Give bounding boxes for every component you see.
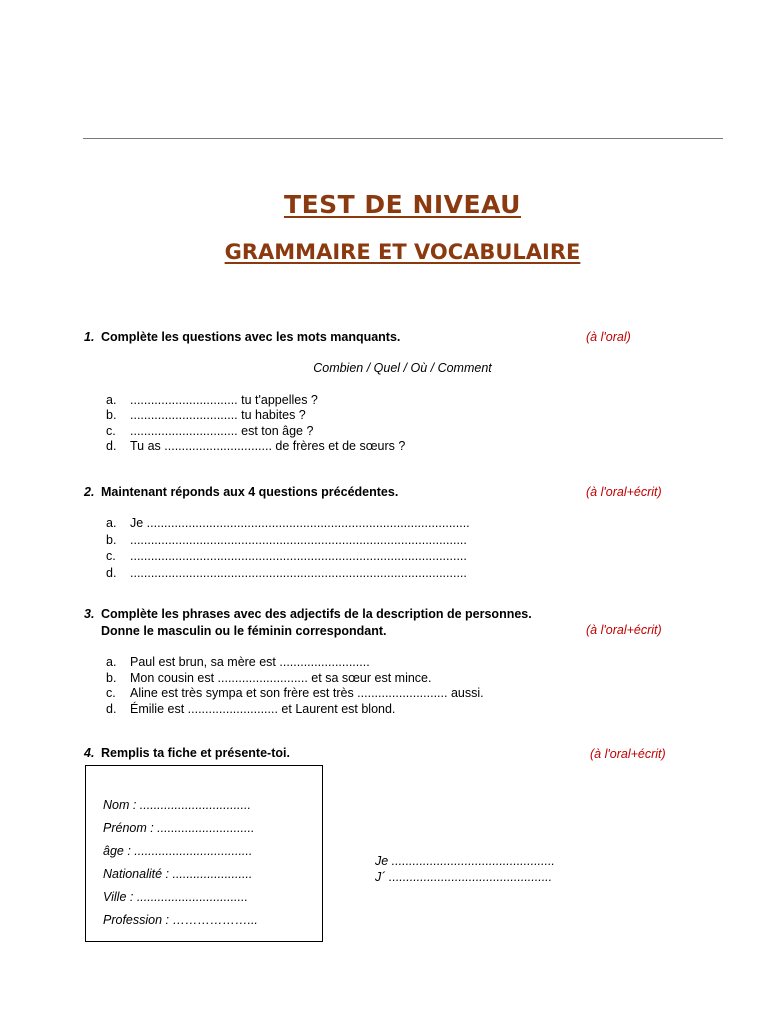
self-introduction <box>375 853 555 885</box>
question-3-items <box>106 655 484 717</box>
list-item: b. ............................... tu habites ? <box>106 408 306 423</box>
question-1-items <box>106 393 405 454</box>
question-number: 1. <box>84 330 95 344</box>
question-4-mode: (à l'oral+écrit) <box>590 747 666 761</box>
list-item: d. Tu as ............................... de frères et de sœurs ? <box>106 438 406 453</box>
question-4 <box>84 745 644 762</box>
question-text-continued: Donne le masculin ou le féminin correspondant. <box>101 624 387 638</box>
list-item: a. Paul est brun, sa mère est .......................... <box>106 655 370 669</box>
list-item: b. Mon cousin est .......................... et sa sœur est mince. <box>106 670 432 685</box>
question-3-mode: (à l'oral+écrit) <box>586 623 662 637</box>
question-2 <box>84 484 644 501</box>
question-text: Remplis ta fiche et présente-toi. <box>101 746 290 760</box>
header-divider <box>83 138 723 139</box>
intro-line: Je ............................................... <box>375 854 555 868</box>
card-field-profession: Profession : ………………... <box>103 913 258 927</box>
identity-card <box>85 765 323 942</box>
list-item: c. Aline est très sympa et son frère est très .......................... aussi. <box>106 686 484 700</box>
card-field-city: Ville : ................................ <box>103 890 248 904</box>
list-item: b. ................................................................................................. <box>106 532 467 547</box>
list-item: a. ............................... tu t'appelles ? <box>106 393 318 407</box>
test-title: TEST DE NIVEAU <box>284 190 521 219</box>
question-number: 2. <box>84 485 95 499</box>
list-item: c. ............................... est ton âge ? <box>106 423 314 438</box>
card-field-nationality: Nationalité : ....................... <box>103 867 253 881</box>
question-1-mode: (à l'oral) <box>586 330 631 344</box>
question-number: 4. <box>84 746 95 760</box>
question-2-items <box>106 515 470 581</box>
question-text: Maintenant réponds aux 4 questions précédentes. <box>101 485 399 499</box>
list-item: a. Je ............................................................................................. <box>106 516 470 530</box>
list-item: c. ................................................................................................. <box>106 549 467 563</box>
question-number: 3. <box>84 607 95 621</box>
intro-line: J´ ............................................... <box>375 870 553 884</box>
question-1 <box>84 329 644 346</box>
question-text: Complète les questions avec les mots manquants. <box>101 330 401 344</box>
word-choices: Combien / Quel / Où / Comment <box>313 361 492 375</box>
test-subtitle: GRAMMAIRE ET VOCABULAIRE <box>224 240 581 264</box>
card-field-first-name: Prénom : ............................ <box>103 821 255 835</box>
card-field-age: âge : .................................. <box>103 844 253 858</box>
list-item: d. ................................................................................................. <box>106 565 467 580</box>
question-2-mode: (à l'oral+écrit) <box>586 485 662 499</box>
question-text: Complète les phrases avec des adjectifs de la description de personnes. <box>101 607 532 621</box>
list-item: d. Émilie est .......................... et Laurent est blond. <box>106 701 396 716</box>
card-field-name: Nom : ................................ <box>103 798 251 812</box>
